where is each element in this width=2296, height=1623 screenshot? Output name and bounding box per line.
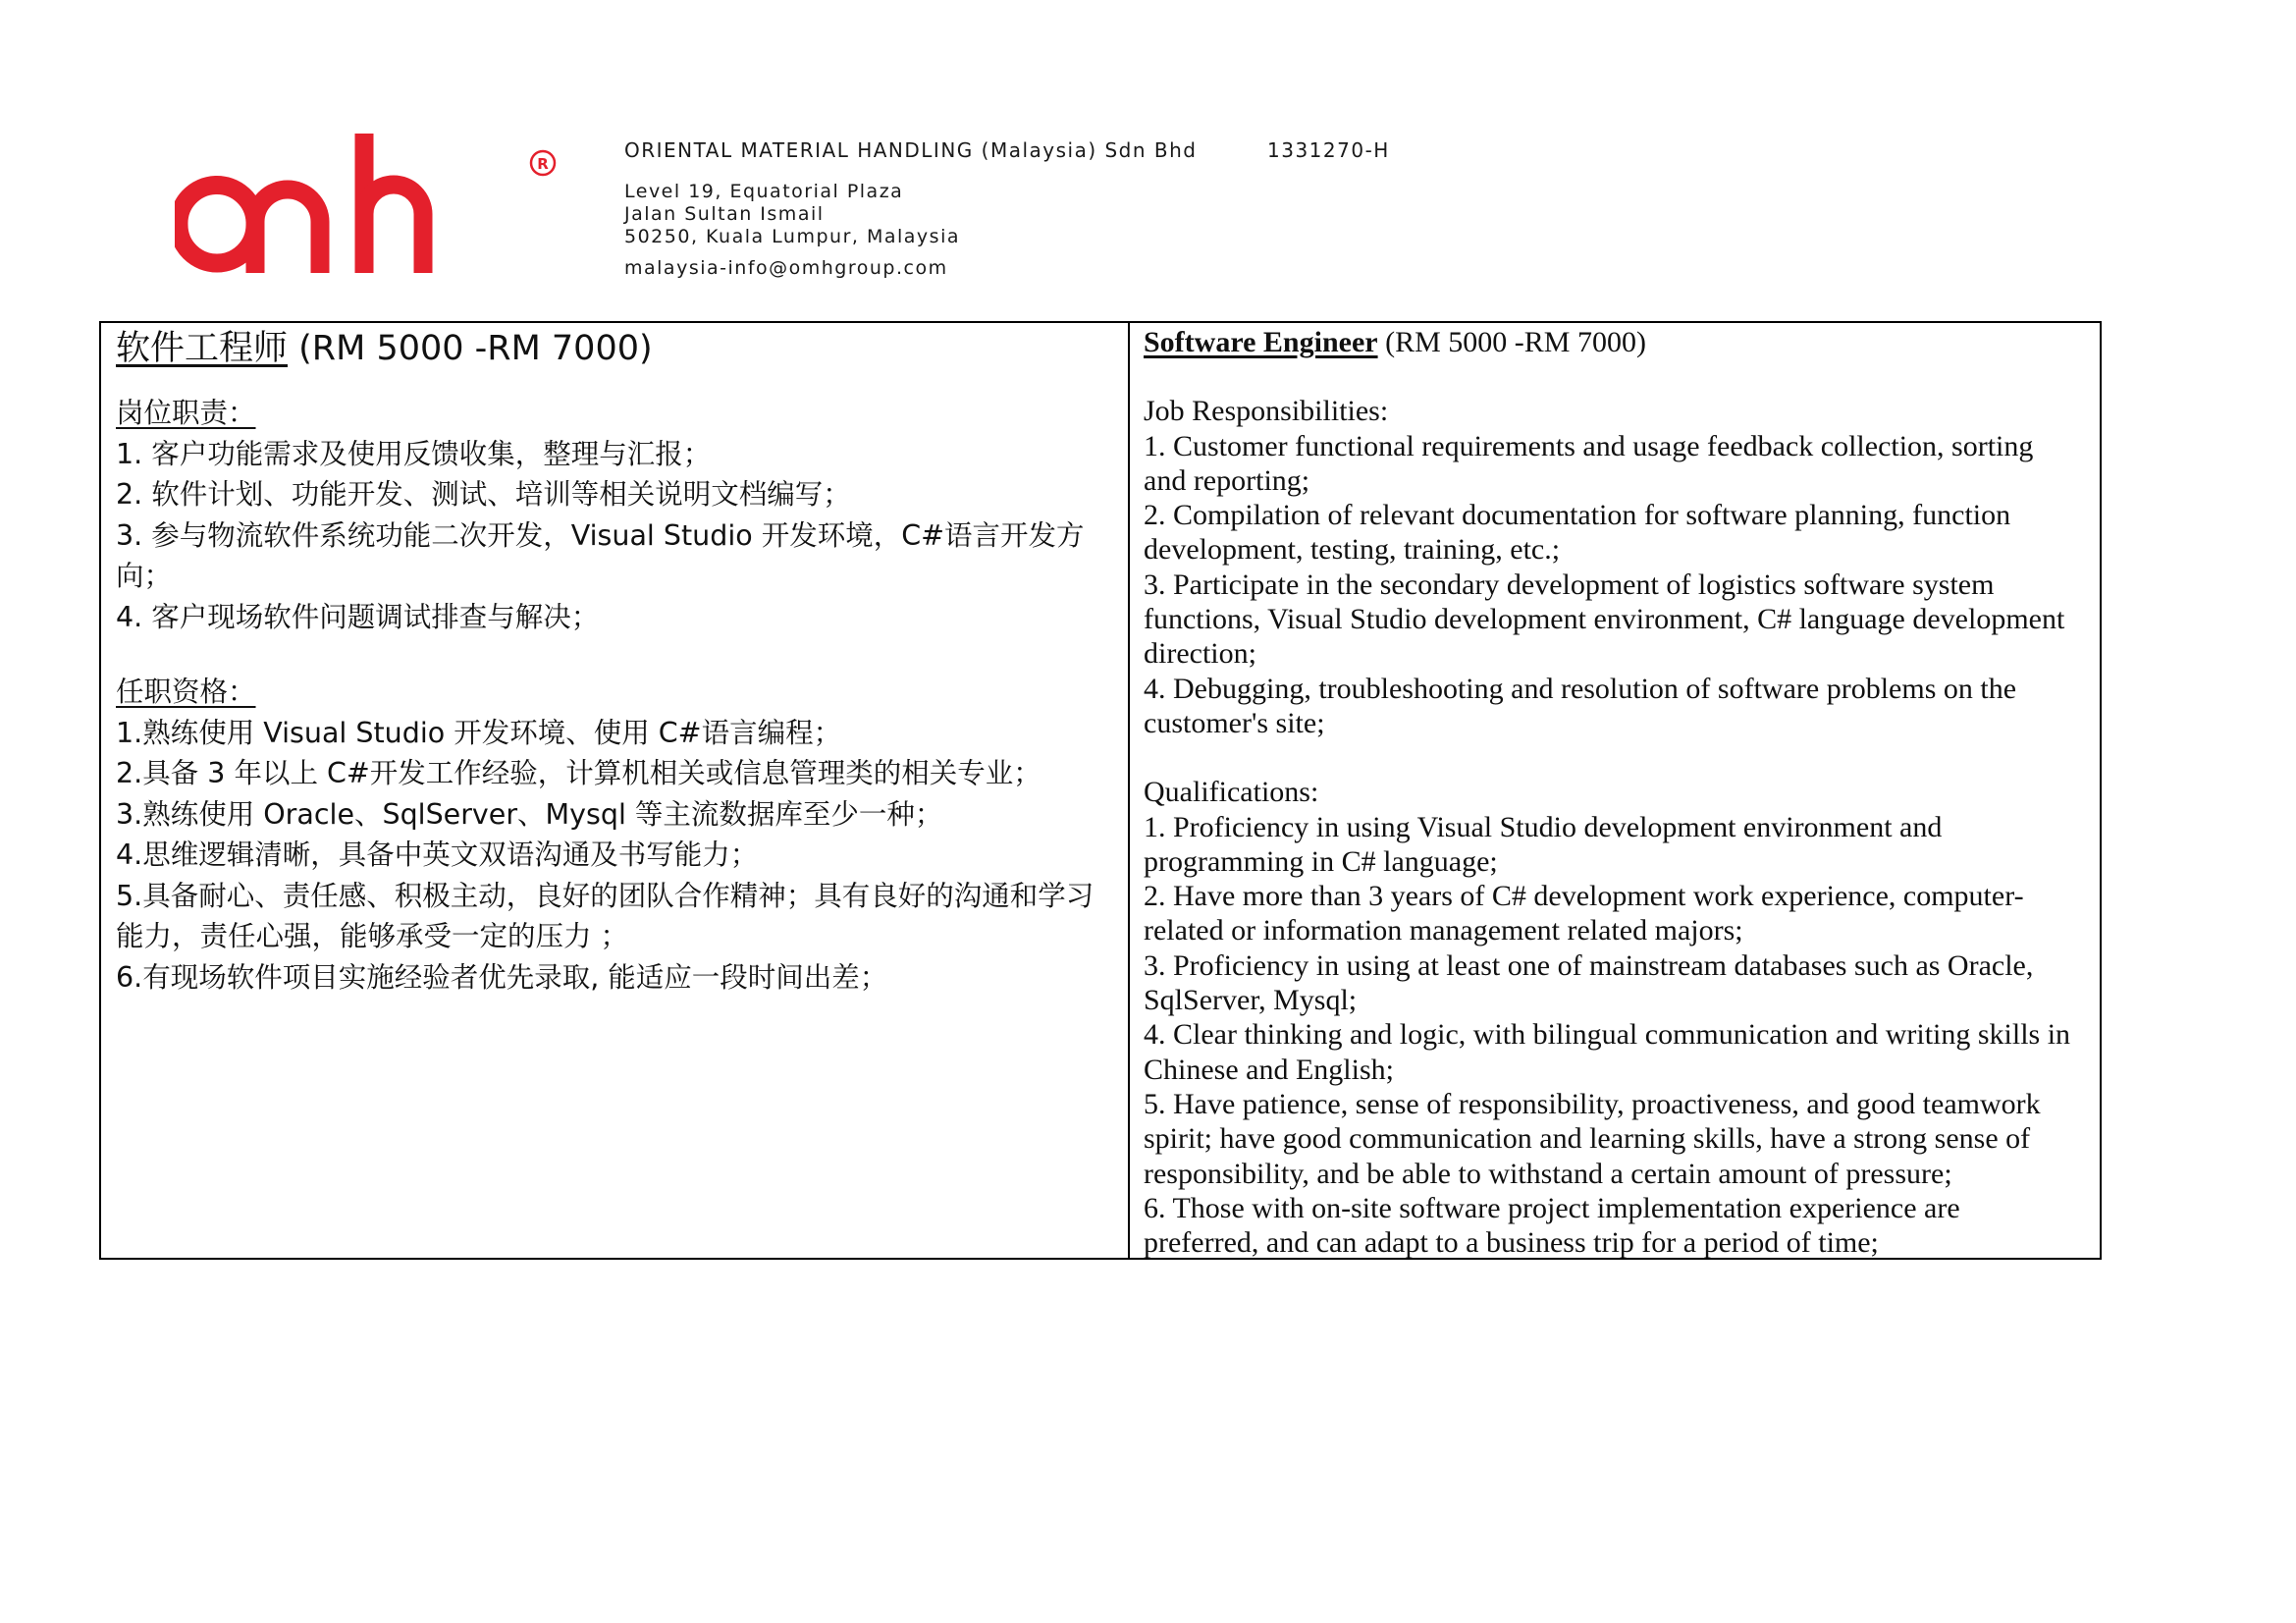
- cn-qualification-item: 1.熟练使用 Visual Studio 开发环境、使用 C#语言编程；: [116, 716, 842, 749]
- cn-responsibility-item: 1. 客户功能需求及使用反馈收集，整理与汇报；: [116, 437, 712, 470]
- cn-qualifications-heading: 任职资格：: [116, 676, 256, 708]
- cn-qualification-item: 5.具备耐心、责任感、积极主动，良好的团队合作精神；具有良好的沟通和学习能力，责任心强，能够承受一定的压力 ；: [116, 879, 1095, 952]
- cn-salary: (RM 5000 -RM 7000): [288, 329, 653, 368]
- en-responsibility-item: 1. Customer functional requirements and usage feedback collection, sorting and reporting;: [1144, 429, 2034, 497]
- en-job-title: Software Engineer: [1144, 326, 1378, 358]
- cn-qualification-item: 2.具备 3 年以上 C#开发工作经验，计算机相关或信息管理类的相关专业；: [116, 757, 1041, 789]
- company-name: ORIENTAL MATERIAL HANDLING (Malaysia) Sdn Bhd: [624, 138, 1198, 162]
- en-responsibilities-heading: Job Responsibilities:: [1144, 395, 1389, 428]
- en-qualification-item: 5. Have patience, sense of responsibility, proactiveness, and good teamwork spirit; have good communication and learning skills, have a strong sense of responsibility, and be able to withstand a certain amount of pressure;: [1144, 1087, 2041, 1190]
- chinese-column: [101, 323, 1130, 1258]
- cn-responsibility-item: 3. 参与物流软件系统功能二次开发，Visual Studio 开发环境，C#语言开发方向；: [116, 518, 1085, 592]
- cn-qualification-item: 3.熟练使用 Oracle、SqlServer、Mysql 等主流数据库至少一种；: [116, 797, 943, 831]
- registration-number: 1331270-H: [1267, 138, 1390, 162]
- cn-qualification-item: 4.思维逻辑清晰，具备中英文双语沟通及书写能力；: [116, 839, 759, 871]
- en-responsibility-item: 2. Compilation of relevant documentation for software planning, function development, testing, training, etc.;: [1144, 499, 2011, 567]
- en-qualifications-heading: Qualifications:: [1144, 776, 1319, 809]
- en-salary: (RM 5000 -RM 7000): [1377, 326, 1646, 358]
- cn-responsibility-item: 2. 软件计划、功能开发、测试、培训等相关说明文档编写；: [116, 478, 851, 511]
- cn-responsibility-item: 4. 客户现场软件问题调试排查与解决；: [116, 600, 600, 633]
- cn-qualification-item: 6.有现场软件项目实施经验者优先录取, 能适应一段时间出差；: [116, 960, 888, 994]
- en-qualification-item: 1. Proficiency in using Visual Studio development environment and programming in C# language;: [1144, 810, 1943, 878]
- job-description-table: [99, 321, 2102, 1260]
- omh-logo: [175, 131, 567, 284]
- svg-text:R: R: [537, 155, 549, 173]
- email-address: malaysia-info@omhgroup.com: [624, 257, 948, 279]
- en-qualification-item: 2. Have more than 3 years of C# development work experience, computer-related or information management related majors;: [1144, 880, 2024, 947]
- cn-responsibilities-heading: 岗位职责：: [116, 397, 256, 429]
- en-qualification-item: 4. Clear thinking and logic, with bilingual communication and writing skills in Chinese and English;: [1144, 1018, 2071, 1086]
- address-line: Jalan Sultan Ismail: [624, 203, 825, 225]
- en-title-row: [1144, 325, 2082, 359]
- en-qualification-item: 3. Proficiency in using at least one of mainstream databases such as Oracle, SqlServer, Mysql;: [1144, 948, 2034, 1017]
- en-responsibility-item: 4. Debugging, troubleshooting and resolution of software problems on the customer's site;: [1144, 672, 2017, 739]
- english-column: [1130, 323, 2100, 1258]
- address-line: 50250, Kuala Lumpur, Malaysia: [624, 226, 960, 247]
- address-line: Level 19, Equatorial Plaza: [624, 181, 904, 202]
- en-responsibility-item: 3. Participate in the secondary development of logistics software system functions, Visual Studio development environment, C# language development direction;: [1144, 568, 2065, 671]
- en-qualification-item: 6. Those with on-site software project implementation experience are preferred, and can adapt to a business trip for a period of time;: [1144, 1191, 1960, 1258]
- cn-job-title: 软件工程师: [116, 329, 289, 368]
- cn-title-row: [116, 327, 1114, 370]
